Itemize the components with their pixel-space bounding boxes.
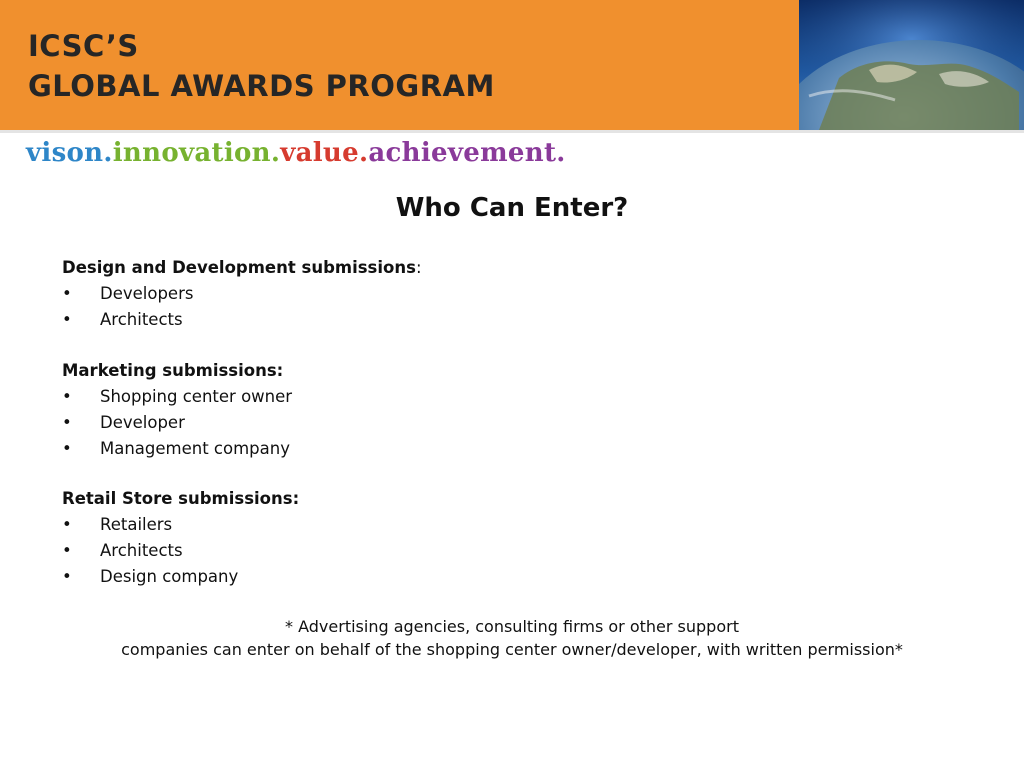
group-heading-retail-store bbox=[62, 487, 299, 511]
bullet-icon: • bbox=[62, 439, 72, 458]
group-heading-design-development bbox=[62, 256, 422, 280]
group-heading-marketing bbox=[62, 359, 283, 383]
tagline-value: value. bbox=[280, 138, 369, 168]
bullet-icon: • bbox=[62, 541, 72, 560]
bullet-icon: • bbox=[62, 515, 72, 534]
group-heading-suffix: : bbox=[415, 258, 422, 277]
tagline-vision: vison. bbox=[26, 138, 113, 168]
banner-title-line-1: ICSC’S bbox=[28, 29, 139, 63]
list-item-label: Developer bbox=[100, 413, 185, 432]
group-heading-text: Retail Store submissions: bbox=[62, 489, 300, 508]
bullet-icon: • bbox=[62, 413, 72, 432]
bullet-icon: • bbox=[62, 387, 72, 406]
slide-title: Who Can Enter? bbox=[395, 193, 629, 223]
group-heading-text: Design and Development submissions bbox=[62, 258, 416, 277]
list-item-label: Design company bbox=[100, 567, 239, 586]
banner-title-line-2: GLOBAL AWARDS PROGRAM bbox=[28, 69, 495, 103]
list-item-label: Retailers bbox=[100, 515, 173, 534]
list-item-label: Architects bbox=[100, 541, 183, 560]
list-item-label: Architects bbox=[100, 310, 183, 329]
group-heading-text: Marketing submissions: bbox=[62, 361, 284, 380]
tagline-achievement: achievement. bbox=[368, 138, 566, 168]
list-item-label: Shopping center owner bbox=[100, 387, 293, 406]
bullet-icon: • bbox=[62, 310, 72, 329]
bullet-icon: • bbox=[62, 284, 72, 303]
footnote-line-1: * Advertising agencies, consulting firms or other support bbox=[285, 617, 739, 636]
list-item-label: Developers bbox=[100, 284, 194, 303]
footnote-line-2: companies can enter on behalf of the shopping center owner/developer, with written permission* bbox=[121, 640, 903, 659]
tagline-innovation: innovation. bbox=[112, 138, 281, 168]
list-item-label: Management company bbox=[100, 439, 290, 458]
bullet-icon: • bbox=[62, 567, 72, 586]
